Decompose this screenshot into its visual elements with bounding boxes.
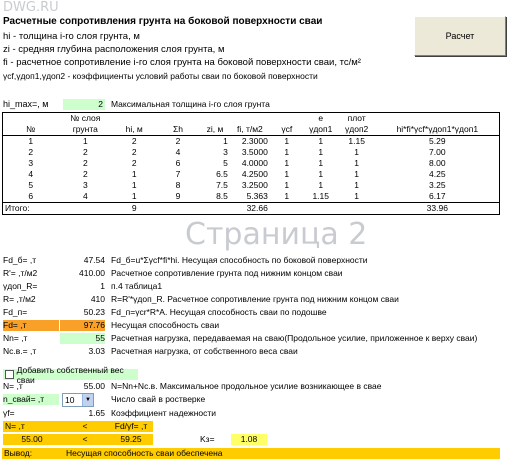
cell: 5.363 — [246, 191, 268, 201]
cell: 8.00 — [429, 158, 446, 168]
cell: 1 — [223, 136, 228, 146]
legend-fi: fi - расчетное сопротивление i-го слоя грунта на боковой поверхности сваи, тс/м² — [3, 57, 361, 68]
cell: 1 — [28, 136, 34, 146]
nn-desc: Расчетная нагрузка, передаваемая на сваю(Продольное усилие, приложенное к верху сваи) — [111, 333, 478, 343]
cell: 8 — [175, 180, 181, 190]
n-label: N= ,т — [3, 381, 23, 391]
cell: 3.2500 — [241, 180, 268, 190]
cell[interactable]: 3 — [82, 180, 88, 190]
cell: 4 — [175, 147, 181, 157]
cell: 1 — [284, 169, 290, 179]
cell: 1 — [284, 136, 290, 146]
ncv-value: 3.03 — [88, 346, 105, 356]
gamma-r-label: γдоп_R= — [3, 281, 38, 291]
cell[interactable]: 4 — [82, 191, 88, 201]
cell: 1 — [131, 180, 137, 190]
th-num: № — [26, 124, 36, 134]
hi-max-desc: Максимальная толщина i-го слоя грунта — [111, 99, 270, 109]
fd-value: 97.76 — [60, 320, 105, 331]
cell: 1 — [284, 180, 290, 190]
n-desc: N=Nn+Nc.в. Максимальное продольное усилие возникающее в свае — [111, 381, 382, 391]
cell: 2 — [28, 147, 34, 157]
cell: 1 — [354, 191, 360, 201]
table-row — [3, 180, 500, 191]
cell: 1 — [284, 158, 290, 168]
r-value: 410 — [90, 294, 105, 304]
th-gcf: γcf — [281, 124, 293, 134]
checkbox-box[interactable] — [5, 370, 14, 379]
page-title: Расчетные сопротивления грунта на боковой поверхности сваи — [3, 16, 323, 27]
th1-layer: № слоя — [70, 113, 101, 123]
cell: 3 — [28, 158, 34, 168]
cell: 4.25 — [429, 169, 446, 179]
cell: 1.15 — [348, 136, 365, 146]
table-row — [3, 147, 500, 158]
cell: 1 — [318, 180, 324, 190]
watermark-top: DWG.RU — [3, 0, 59, 15]
cell: 7.00 — [429, 147, 446, 157]
cell: 6.17 — [429, 191, 446, 201]
calc-button[interactable]: Расчет — [414, 16, 506, 56]
conclusion-row — [2, 448, 500, 459]
cell[interactable]: 2 — [82, 169, 88, 179]
r-prime-value[interactable]: 410.00 — [79, 268, 105, 278]
table-row — [3, 169, 500, 180]
table-total-row — [3, 203, 500, 215]
th1-gcf — [270, 113, 304, 125]
th1-gd1: е — [318, 113, 324, 123]
r-label: R= ,т/м2 — [3, 294, 36, 304]
cell: 6 — [175, 158, 181, 168]
soil-layers-table — [2, 112, 500, 215]
cell[interactable]: 2 — [82, 158, 88, 168]
fd-p-value: 50.23 — [83, 307, 105, 317]
cell: 1 — [284, 147, 290, 157]
r-desc: R=R'*γдоп_R. Расчетное сопротивление грунта под нижним концом сваи — [111, 294, 399, 304]
th-hi: hi, м — [125, 124, 143, 134]
cell: 1 — [318, 169, 324, 179]
r-prime-desc: Расчетное сопротивление грунта под нижним концом сваи — [111, 268, 343, 278]
fd-b-desc: Fd_б=u*Σγcf*fi*hi. Несущая способность по боковой поверхности — [111, 255, 368, 265]
cell: 6.5 — [216, 169, 228, 179]
th1-hi — [112, 113, 156, 125]
table-header-row-1 — [3, 113, 500, 125]
checkbox-label: Добавить собственный вес сваи — [16, 364, 124, 385]
cell: 1 — [354, 147, 360, 157]
legend-hi: hi - толщина i-го слоя грунта, м — [3, 31, 140, 42]
fd-p-label: Fd_п= — [3, 307, 28, 317]
cell: 6 — [28, 191, 34, 201]
compare-fd-value: 59.25 — [109, 434, 153, 445]
cell: 2 — [131, 147, 137, 157]
kz-label: Kз= — [200, 434, 215, 444]
total-sum: 33.96 — [426, 203, 448, 213]
th-layer: грунта — [72, 124, 98, 134]
th-gd1: γдоп1 — [309, 124, 333, 134]
cell: 1 — [131, 169, 137, 179]
cell: 8.5 — [216, 191, 228, 201]
fd-label: Fd= ,т — [3, 320, 59, 331]
hi-max-input[interactable]: 2 — [63, 99, 105, 110]
cell: 3 — [223, 147, 228, 157]
fd-p-desc: Fd_п=γcr*R*A. Несущая способность сваи по подошве — [111, 307, 327, 317]
total-h: 9 — [131, 203, 137, 213]
ncv-label: Nс.в.= ,т — [3, 346, 37, 356]
cell: 1.15 — [312, 191, 329, 201]
n-piles-select[interactable] — [62, 393, 94, 407]
nn-label: Nn= ,т — [3, 333, 28, 343]
cell: 5 — [223, 158, 228, 168]
compare-n-value: 55.00 — [3, 434, 61, 445]
th1-sum — [156, 113, 200, 125]
th-fi: fi, т/м2 — [236, 124, 263, 134]
th1-gd2: плот — [347, 113, 366, 123]
cell: 4 — [28, 169, 34, 179]
cell: 1 — [354, 169, 360, 179]
th1-prod — [376, 113, 500, 125]
cell: 1 — [354, 158, 360, 168]
cell: 7 — [175, 169, 181, 179]
cell: 2 — [175, 136, 181, 146]
cell: 9 — [175, 191, 181, 201]
gamma-r-desc: п.4 таблица1 — [111, 281, 163, 291]
total-label: Итого: — [5, 203, 30, 213]
cell: 2 — [131, 136, 137, 146]
gamma-f-value[interactable]: 1.65 — [88, 408, 105, 418]
cell: 3.25 — [429, 180, 446, 190]
cell[interactable]: 2 — [82, 147, 88, 157]
table-row — [3, 158, 500, 169]
gamma-f-label: γf= — [3, 408, 15, 418]
total-f: 32.66 — [246, 203, 268, 213]
table-row — [3, 191, 500, 203]
table-row — [3, 136, 500, 148]
compare-header-left: N= ,т — [3, 421, 61, 432]
th1-num — [3, 113, 59, 125]
cell: 1 — [318, 147, 324, 157]
watermark-page: Страница 2 — [185, 217, 368, 252]
cell: 5.29 — [429, 136, 446, 146]
n-value: 55.00 — [83, 381, 105, 391]
th1-fi — [230, 113, 270, 125]
legend-gamma: γcf,γдоп1,γдоп2 - коэффициенты условий работы сваи по боковой поверхности — [3, 71, 318, 81]
th-prod: hi*fi*γcf*γдоп1*γдоп1 — [396, 124, 479, 134]
table-header-row-2 — [3, 124, 500, 136]
compare-sign: < — [61, 434, 109, 445]
cell: 1 — [284, 191, 290, 201]
compare-header-right: Fd/γf= ,т — [109, 421, 153, 432]
n-piles-value: 10 — [65, 395, 75, 405]
ncv-desc: Расчетная нагрузка, от собственного веса сваи — [111, 346, 298, 356]
kz-value: 1.08 — [231, 434, 267, 445]
cell: 5 — [28, 180, 34, 190]
r-prime-label: R'= ,т/м2 — [3, 268, 38, 278]
n-piles-label: n_свай= ,т — [3, 394, 59, 405]
chevron-down-icon[interactable]: ▼ — [82, 394, 93, 406]
cell: 4.0000 — [241, 158, 268, 168]
th-zi: zi, м — [206, 124, 224, 134]
cell: 2.3000 — [241, 136, 268, 146]
cell: 7.5 — [216, 180, 228, 190]
cell: 1 — [354, 180, 360, 190]
cell: 3.5000 — [241, 147, 268, 157]
own-weight-checkbox[interactable] — [3, 364, 138, 385]
cell: 4.2500 — [241, 169, 268, 179]
cell: 2 — [131, 158, 137, 168]
fd-b-label: Fd_б= ,т — [3, 255, 37, 265]
th-gd2: γдоп2 — [345, 124, 369, 134]
cell: 1 — [131, 191, 137, 201]
conclusion-text: Несущая способность сваи обеспечена — [66, 448, 223, 458]
cell[interactable]: 1 — [82, 136, 88, 146]
th-sum: Σh — [173, 124, 184, 134]
conclusion-label: Вывод: — [4, 448, 33, 458]
gamma-f-desc: Коэффициент надежности — [111, 408, 217, 418]
cell: 1 — [318, 136, 324, 146]
gamma-r-value[interactable]: 1 — [100, 281, 105, 291]
fd-desc: Несущая способность сваи — [111, 320, 220, 330]
n-piles-desc: Число свай в ростверке — [111, 394, 206, 404]
cell: 1 — [318, 158, 324, 168]
th1-zi — [200, 113, 230, 125]
legend-zi: zi - средняя глубина расположения слоя грунта, м — [3, 44, 225, 55]
fd-b-value: 47.54 — [83, 255, 105, 265]
hi-max-label: hi_max=, м — [3, 99, 49, 109]
compare-header-mid: < — [61, 421, 109, 432]
nn-input[interactable]: 55 — [60, 333, 105, 344]
